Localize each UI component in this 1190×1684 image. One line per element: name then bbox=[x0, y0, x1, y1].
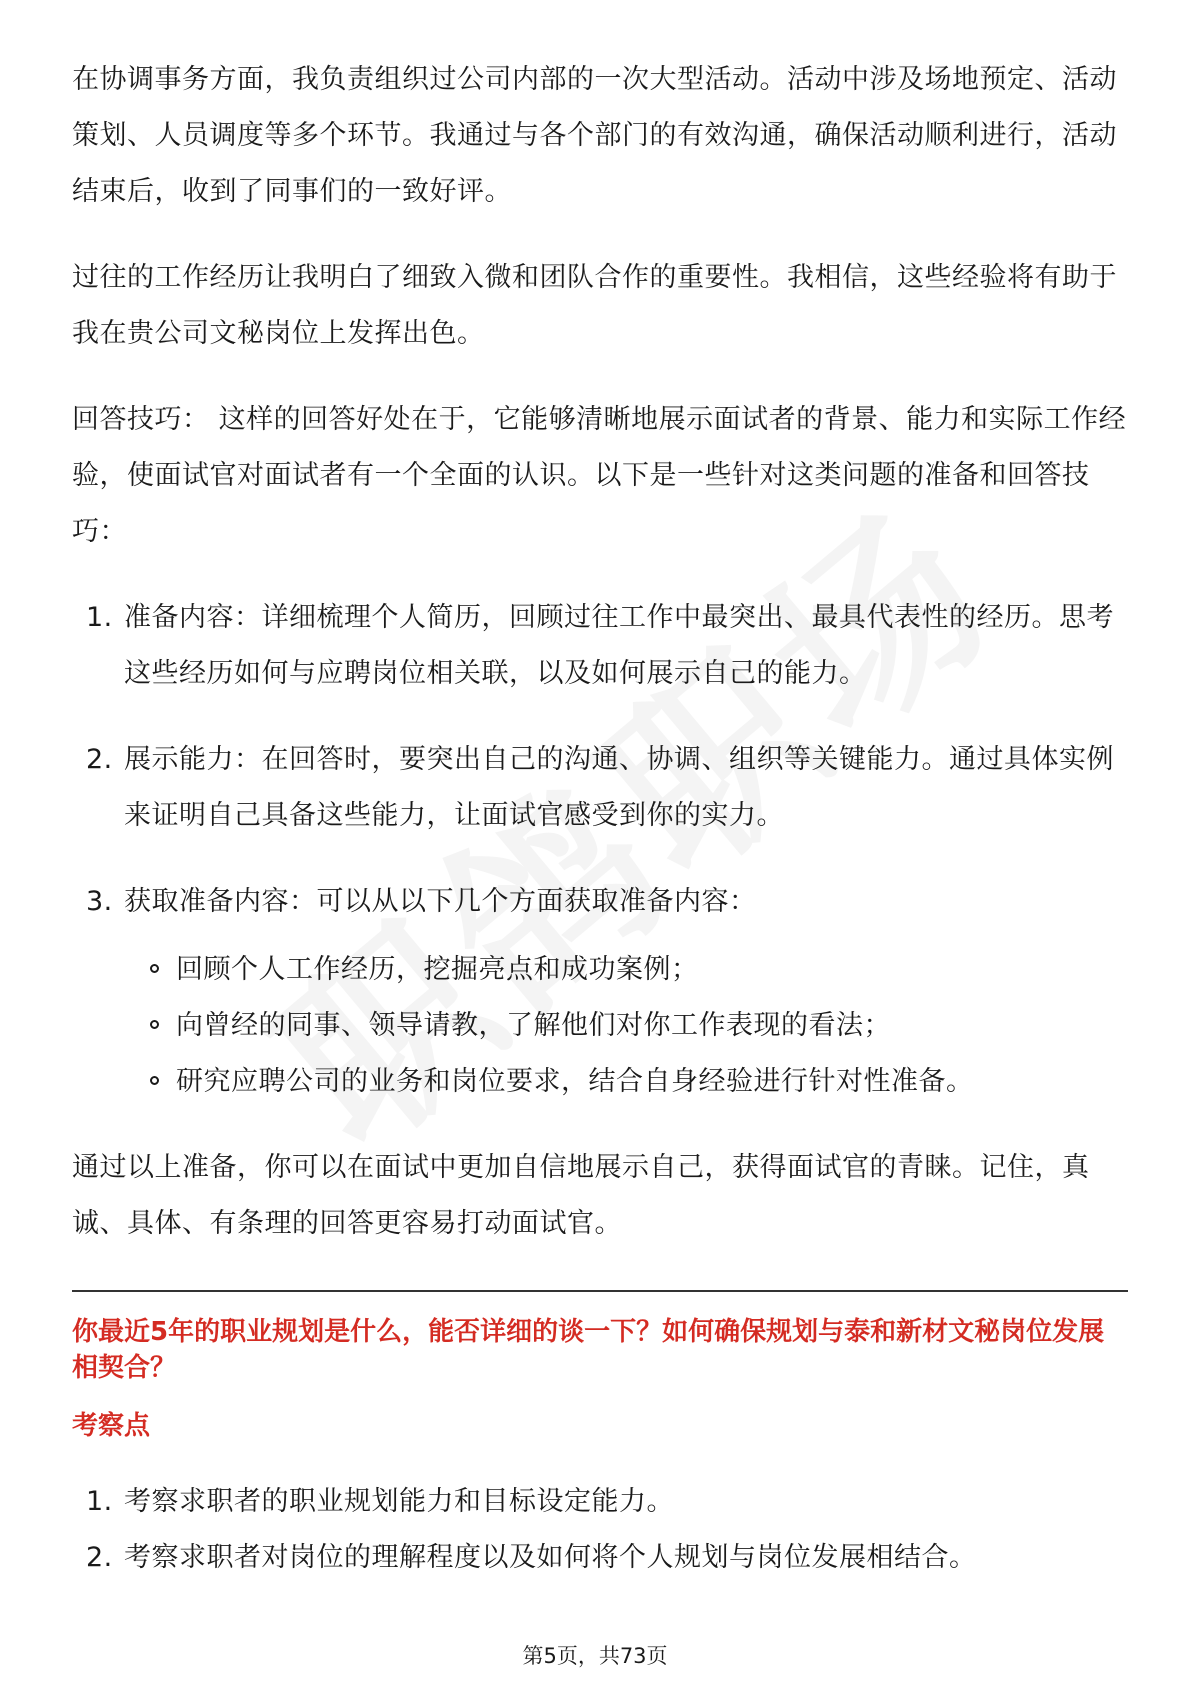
list-item-text: 展示能力：在回答时，要突出自己的沟通、协调、组织等关键能力。通过具体实例来证明自己具备这些能力，让面试官感受到你的实力。 bbox=[124, 744, 1114, 831]
list-number: 3. bbox=[86, 886, 113, 917]
page-number-footer: 第5页，共73页 bbox=[522, 1644, 668, 1668]
paragraph-experience: 过往的工作经历让我明白了细致入微和团队合作的重要性。我相信，这些经验将有助于我在贵公司文秘岗位上发挥出色。 bbox=[72, 262, 1117, 349]
sub-list-item bbox=[124, 998, 1128, 1054]
circle-bullet-icon bbox=[150, 1020, 159, 1029]
list-item bbox=[72, 590, 1128, 702]
sub-list-item bbox=[124, 1054, 1128, 1110]
list-number: 1. bbox=[86, 602, 113, 633]
list-item-text: 获取准备内容：可以从以下几个方面获取准备内容： bbox=[124, 886, 757, 917]
paragraph-conclusion: 通过以上准备，你可以在面试中更加自信地展示自己，获得面试官的青睐。记住，真诚、具体、有条理的回答更容易打动面试官。 bbox=[72, 1152, 1090, 1239]
list-item bbox=[72, 1474, 1128, 1530]
circle-bullet-icon bbox=[150, 964, 159, 973]
sub-list-item bbox=[124, 942, 1128, 998]
list-number: 2. bbox=[86, 744, 113, 775]
circle-bullet-icon bbox=[150, 1076, 159, 1085]
sub-list-item-text: 回顾个人工作经历，挖掘亮点和成功案例； bbox=[176, 954, 699, 985]
list-item-text: 准备内容：详细梳理个人简历，回顾过往工作中最突出、最具代表性的经历。思考这些经历如何与应聘岗位相关联，以及如何展示自己的能力。 bbox=[124, 602, 1114, 689]
document-page bbox=[72, 52, 1128, 1586]
section-divider bbox=[72, 1290, 1128, 1292]
interview-question: 你最近5年的职业规划是什么，能否详细的谈一下？如何确保规划与泰和新材文秘岗位发展相契合？ bbox=[72, 1317, 1105, 1383]
paragraph-coordination: 在协调事务方面，我负责组织过公司内部的一次大型活动。活动中涉及场地预定、活动策划、人员调度等多个环节。我通过与各个部门的有效沟通，确保活动顺利进行，活动结束后，收到了同事们的一致好评。 bbox=[72, 64, 1117, 207]
sub-list-item-text: 研究应聘公司的业务和岗位要求，结合自身经验进行针对性准备。 bbox=[176, 1066, 974, 1097]
list-item-text: 考察求职者的职业规划能力和目标设定能力。 bbox=[124, 1486, 674, 1517]
list-item bbox=[72, 732, 1128, 844]
list-item bbox=[72, 874, 1128, 1110]
list-number: 1. bbox=[86, 1486, 113, 1517]
assessment-points-list bbox=[72, 1474, 1128, 1586]
sub-list bbox=[124, 942, 1128, 1110]
section-heading: 考察点 bbox=[72, 1411, 151, 1441]
list-item bbox=[72, 1530, 1128, 1586]
paragraph-answer-tips: 回答技巧： 这样的回答好处在于，它能够清晰地展示面试者的背景、能力和实际工作经验，使面试官对面试者有一个全面的认识。以下是一些针对这类问题的准备和回答技巧： bbox=[72, 404, 1127, 547]
sub-list-item-text: 向曾经的同事、领导请教，了解他们对你工作表现的看法； bbox=[176, 1010, 891, 1041]
tips-list bbox=[72, 590, 1128, 1110]
list-number: 2. bbox=[86, 1542, 113, 1573]
list-item-text: 考察求职者对岗位的理解程度以及如何将个人规划与岗位发展相结合。 bbox=[124, 1542, 977, 1573]
